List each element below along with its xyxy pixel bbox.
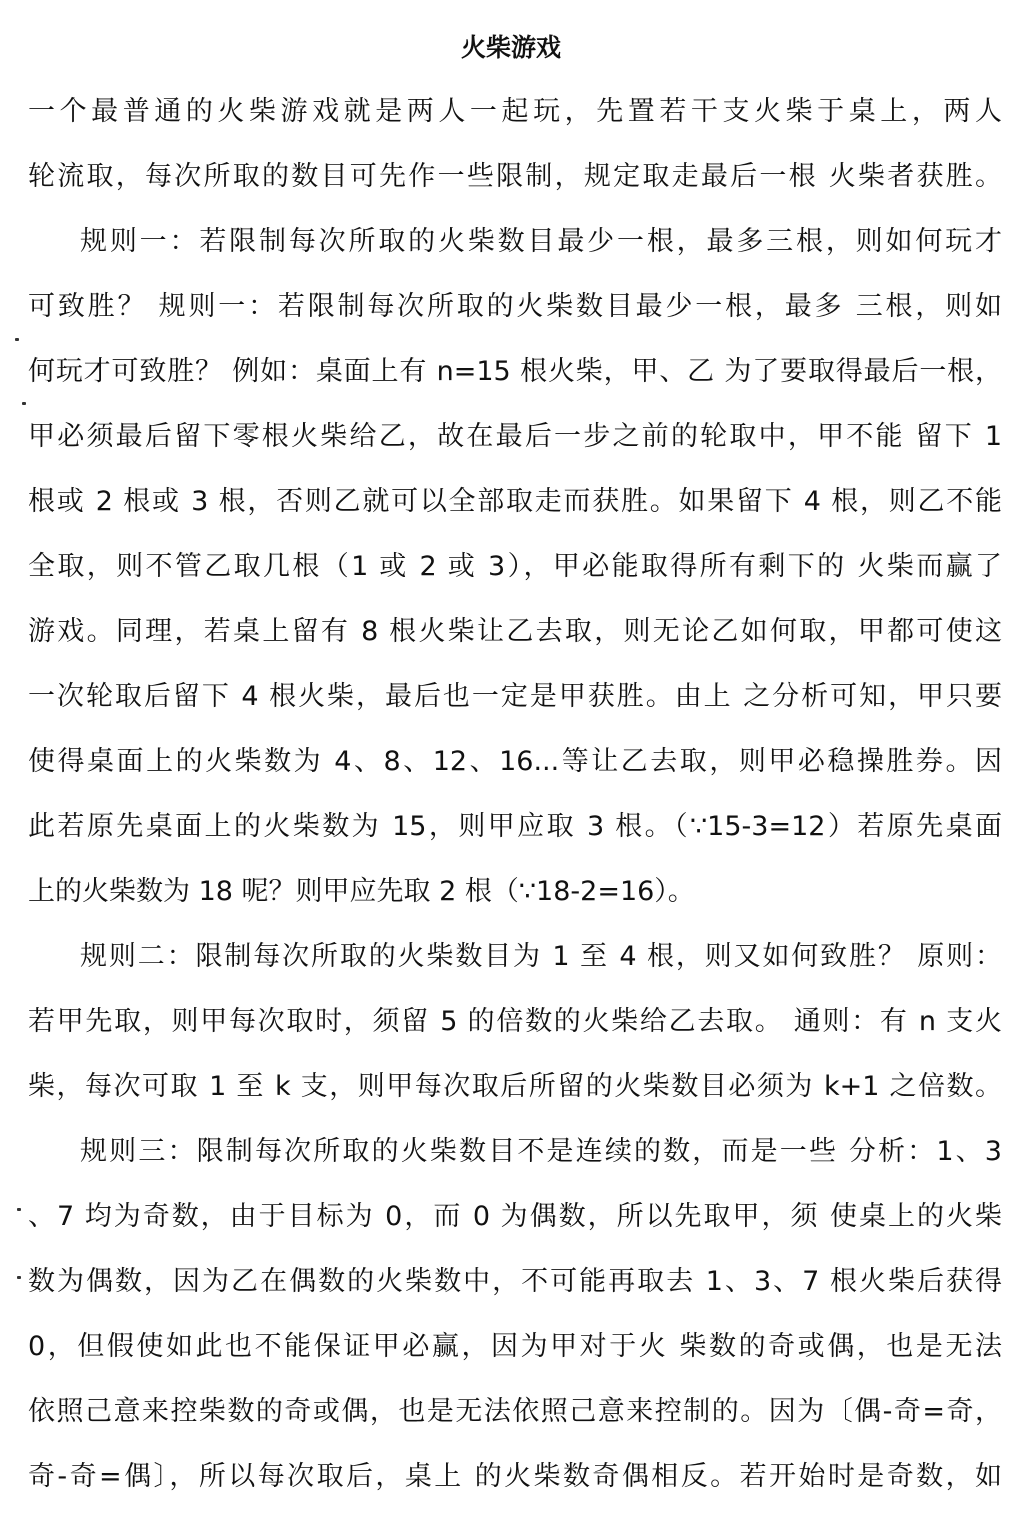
scan-speck	[17, 1208, 21, 1211]
text-line: 奇-奇=偶〕，所以每次取后，桌上 的火柴数奇偶相反。若开始时是奇数，如	[28, 1461, 1002, 1492]
text-line: 柴，每次可取 1 至 k 支，则甲每次取后所留的火柴数目必须为 k+1 之倍数。	[28, 1071, 1002, 1102]
text-line: 0，但假使如此也不能保证甲必赢，因为甲对于火 柴数的奇或偶，也是无法	[28, 1331, 1002, 1362]
text-line: 使得桌面上的火柴数为 4、8、12、16...等让乙去取，则甲必稳操胜券。因	[28, 746, 1002, 777]
text-line: 若甲先取，则甲每次取时，须留 5 的倍数的火柴给乙去取。 通则：有 n 支火	[28, 1006, 1002, 1037]
text-line: 此若原先桌面上的火柴数为 15，则甲应取 3 根。（∵15-3=12）若原先桌面	[28, 811, 1002, 842]
text-line: 数为偶数，因为乙在偶数的火柴数中，不可能再取去 1、3、7 根火柴后获得	[28, 1266, 1002, 1297]
text-line: 轮流取，每次所取的数目可先作一些限制，规定取走最后一根 火柴者获胜。	[28, 161, 1002, 192]
document-title: 火柴游戏	[460, 33, 561, 62]
text-line: 规则二：限制每次所取的火柴数目为 1 至 4 根，则又如何致胜？ 原则：	[80, 941, 1002, 972]
text-line: 甲必须最后留下零根火柴给乙，故在最后一步之前的轮取中，甲不能 留下 1	[28, 421, 1002, 452]
scan-speck	[22, 402, 26, 405]
text-line: 根或 2 根或 3 根，否则乙就可以全部取走而获胜。如果留下 4 根，则乙不能	[28, 486, 1002, 517]
text-line: 全取，则不管乙取几根（1 或 2 或 3），甲必能取得所有剩下的 火柴而赢了	[28, 551, 1002, 582]
text-line: 依照己意来控柴数的奇或偶，也是无法依照己意来控制的。因为〔偶-奇=奇，	[28, 1396, 1002, 1427]
text-line: 上的火柴数为 18 呢？则甲应先取 2 根（∵18-2=16）。	[28, 876, 695, 907]
text-line: 何玩才可致胜？ 例如：桌面上有 n=15 根火柴，甲、乙 为了要取得最后一根，	[28, 356, 1002, 387]
text-line: 规则三：限制每次所取的火柴数目不是连续的数，而是一些 分析：1、3	[80, 1136, 1002, 1167]
text-line: 可致胜？ 规则一：若限制每次所取的火柴数目最少一根，最多 三根，则如	[28, 291, 1002, 322]
scan-speck	[17, 1276, 21, 1279]
text-line: 、7 均为奇数，由于目标为 0，而 0 为偶数，所以先取甲，须 使桌上的火柴	[28, 1201, 1002, 1232]
text-line: 规则一：若限制每次所取的火柴数目最少一根，最多三根，则如何玩才	[80, 226, 1002, 257]
text-line: 游戏。同理，若桌上留有 8 根火柴让乙去取，则无论乙如何取，甲都可使这	[28, 616, 1002, 647]
text-line: 一个最普通的火柴游戏就是两人一起玩，先置若干支火柴于桌上，两人	[28, 96, 1002, 127]
text-line: 一次轮取后留下 4 根火柴，最后也一定是甲获胜。由上 之分析可知，甲只要	[28, 681, 1002, 712]
scan-speck	[15, 338, 19, 341]
